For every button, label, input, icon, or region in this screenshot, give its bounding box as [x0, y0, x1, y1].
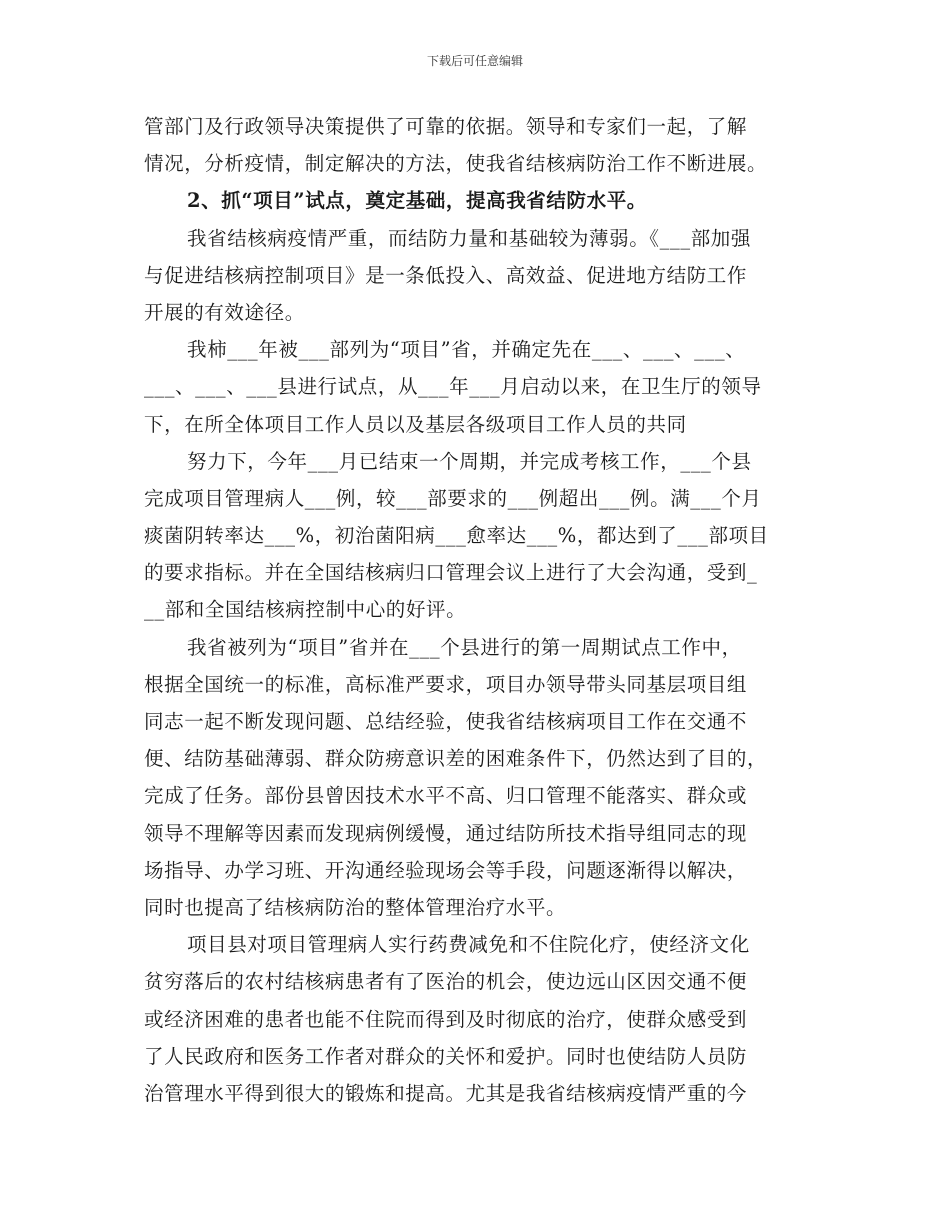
text-line: 项目县对项目管理病人实行药费减免和不住院化疗，使经济文化 [187, 933, 750, 957]
text-line: 痰菌阴转率达___%，初治菌阳病___愈率达___%，都达到了___部项目 [144, 524, 769, 548]
text-line: 领导不理解等因素而发现病例缓慢，通过结防所技术指导组同志的现 [144, 821, 748, 845]
text-line: 治管理水平得到很大的锻炼和提高。尤其是我省结核病疫情严重的今 [144, 1081, 748, 1105]
text-line: 我省被列为“项目”省并在___个县进行的第一周期试点工作中， [187, 635, 742, 659]
text-line: 的要求指标。并在全国结核病归口管理会议上进行了大会沟通，受到_ [144, 561, 758, 585]
text-line: 同志一起不断发现问题、总结经验，使我省结核病项目工作在交通不 [144, 710, 748, 733]
text-line: 同时也提高了结核病防治的整体管理治疗水平。 [144, 895, 567, 919]
text-line: 我柿___年被___部列为“项目”省，并确定先在___、___、___、 [187, 338, 746, 362]
text-line: 开展的有效途径。 [144, 300, 305, 324]
text-line: 贫穷落后的农村结核病患者有了医治的机会，使边远山区因交通不便 [144, 970, 748, 994]
text-line: 我省结核病疫情严重，而结防力量和基础较为薄弱。《___部加强 [187, 226, 752, 250]
text-line: 便、结防基础薄弱、群众防痨意识差的困难条件下，仍然达到了目的， [144, 747, 768, 771]
text-line: 场指导、办学习班、开沟通经验现场会等手段，问题逐渐得以解决， [144, 858, 748, 882]
text-line: ___、___、___县进行试点，从___年___月启动以来，在卫生厅的领导 [144, 375, 762, 399]
text-line: 完成了任务。部份县曾因技术水平不高、归口管理不能落实、群众或 [144, 784, 748, 808]
text-line: __部和全国结核病控制中心的好评。 [144, 598, 467, 622]
text-line: 下，在所全体项目工作人员以及基层各级项目工作人员的共同 [144, 412, 687, 436]
text-line: 管部门及行政领导决策提供了可靠的依据。领导和专家们一起，了解 [144, 115, 748, 138]
text-line: 努力下，今年___月已结束一个周期，并完成考核工作，___个县 [187, 449, 752, 473]
text-line: 根据全国统一的标准，高标准严要求，项目办领导带头同基层项目组 [144, 672, 748, 696]
text-line: 或经济困难的患者也能不住院而得到及时彻底的治疗，使群众感受到 [144, 1007, 748, 1031]
document-body [144, 108, 834, 1112]
section-heading: 2、抓“项目”试点，奠定基础，提高我省结防水平。 [187, 189, 647, 213]
text-line: 完成项目管理病人___例，较___部要求的___例超出___例。满___个月 [144, 486, 762, 510]
text-line: 了人民政府和医务工作者对群众的关怀和爱护。同时也使结防人员防 [144, 1044, 748, 1068]
text-line: 与促进结核病控制项目》是一条低投入、高效益、促进地方结防工作 [144, 263, 748, 287]
text-line: 情况，分析疫情，制定解决的方法，使我省结核病防治工作不断进展。 [144, 152, 768, 176]
page-header: 下载后可任意编辑 [426, 54, 523, 68]
